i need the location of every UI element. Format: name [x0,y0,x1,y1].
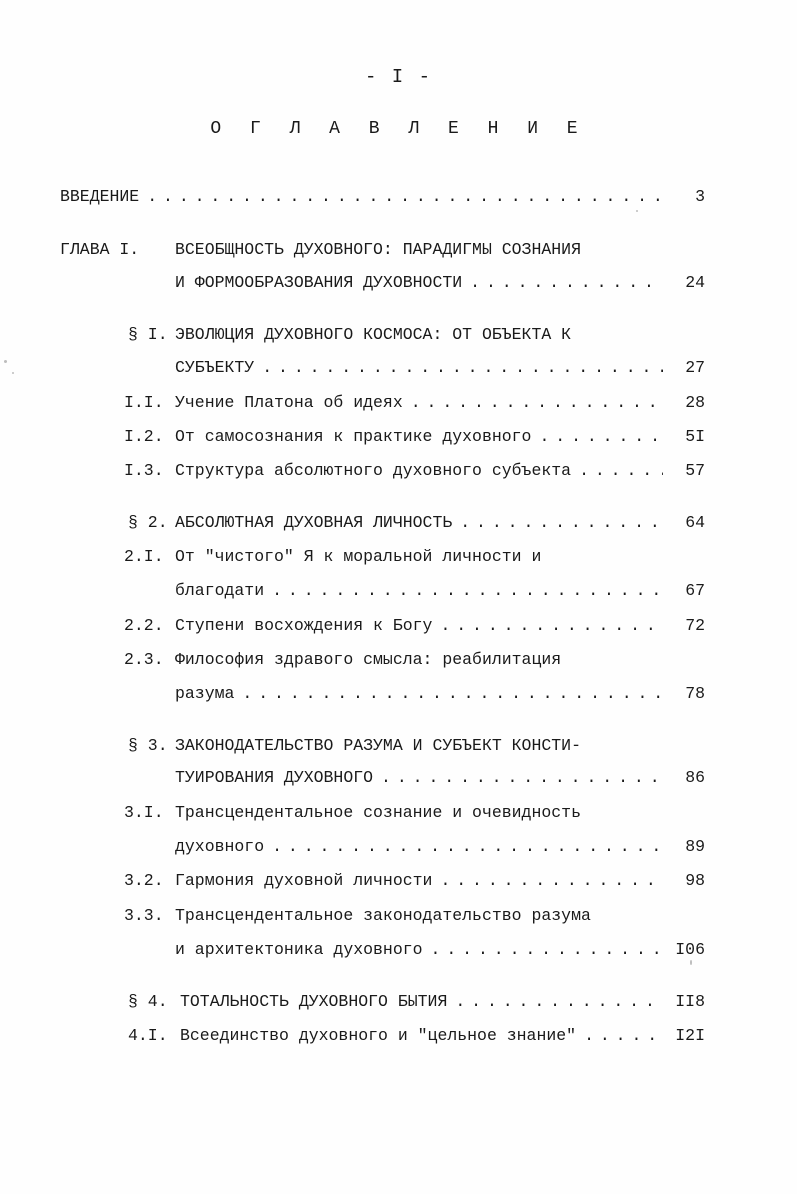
section-title-line1: ЭВОЛЮЦИЯ ДУХОВНОГО КОСМОСА: ОТ ОБЪЕКТА К [175,325,572,344]
subsection-title-line1: Философия здравого смысла: реабилитация [175,650,562,669]
subsection-title-line2: и архитектоника духовного [175,940,423,959]
subsection-title-line1: Трансцендентальное сознание и очевидность [175,803,581,822]
toc-entry-1-2[interactable] [175,424,705,450]
toc-page-number: 67 [685,581,705,600]
subsection-title: От самосознания к практике духовного [175,427,532,446]
toc-entry-label: ВВЕДЕНИЕ [60,187,140,206]
toc-page-number: I06 [675,940,705,959]
leader-dots [579,458,663,484]
leader-dots [460,510,663,536]
leader-dots [262,355,663,381]
subsection-title: Гармония духовной личности [175,871,433,890]
subsection-number: 3.I. [124,803,164,822]
toc-entry-section2[interactable] [175,510,705,536]
subsection-number: I.3. [124,461,164,480]
toc-page-number: 64 [685,513,705,532]
page-number: - I - [364,66,432,88]
toc-page-number: 98 [685,871,705,890]
section-number: § I. [128,325,168,344]
chapter-title-line1: ВСЕОБЩНОСТЬ ДУХОВНОГО: ПАРАДИГМЫ СОЗНАНИЯ [175,240,581,259]
toc-entry-3-2[interactable] [175,868,705,894]
toc-entry-section1[interactable] [175,355,705,381]
subsection-title-line2: духовного [175,837,265,856]
toc-entry-1-1[interactable] [175,390,705,416]
subsection-title-line1: От "чистого" Я к моральной личности и [175,547,542,566]
subsection-title: Структура абсолютного духовного субъекта [175,461,572,480]
subsection-title-line2: благодати [175,581,265,600]
page-title: О Г Л А В Л Е Н И Е [210,119,587,139]
toc-entry-2-1[interactable] [175,578,705,604]
subsection-number: I.I. [124,393,164,412]
subsection-title-line1: Трансцендентальное законодательство разума [175,906,591,925]
leader-dots [431,937,663,963]
subsection-title: Учение Платона об идеях [175,393,403,412]
subsection-number: 4.I. [128,1026,168,1045]
subsection-title: Всеединство духовного и "цельное знание" [180,1026,577,1045]
toc-entry-4-1[interactable] [180,1023,705,1049]
leader-dots [272,834,663,860]
section-number: § 3. [128,736,168,755]
toc-page-number: II8 [675,992,705,1011]
chapter-title-line2: И ФОРМООБРАЗОВАНИЯ ДУХОВНОСТИ [175,273,463,292]
toc-page-number: 86 [685,768,705,787]
toc-page-number: 89 [685,837,705,856]
toc-page-number: 3 [695,187,705,206]
toc-page-number: 24 [685,273,705,292]
toc-page-number: 72 [685,616,705,635]
toc-page-number: I2I [675,1026,705,1045]
toc-entry-2-3[interactable] [175,681,705,707]
section-title-line1: ЗАКОНОДАТЕЛЬСТВО РАЗУМА И СУБЪЕКТ КОНСТИ- [175,736,581,755]
toc-entry-3-3[interactable] [175,937,705,963]
leader-dots [455,989,663,1015]
toc-page-number: 78 [685,684,705,703]
leader-dots [272,578,663,604]
section-number: § 4. [128,992,168,1011]
leader-dots [411,390,663,416]
toc-page-number: 27 [685,358,705,377]
toc-page-number: 57 [685,461,705,480]
leader-dots [584,1023,663,1049]
toc-entry-chapter1[interactable] [175,270,705,296]
section-title: АБСОЛЮТНАЯ ДУХОВНАЯ ЛИЧНОСТЬ [175,513,453,532]
scan-speck [690,960,692,965]
section-title-line2: ТУИРОВАНИЯ ДУХОВНОГО [175,768,374,787]
subsection-number: 3.3. [124,906,164,925]
leader-dots [381,765,663,791]
toc-entry-3-1[interactable] [175,834,705,860]
section-title: ТОТАЛЬНОСТЬ ДУХОВНОГО БЫТИЯ [180,992,448,1011]
toc-entry-1-3[interactable] [175,458,705,484]
chapter-number: ГЛАВА I. [60,240,140,259]
toc-page-number: 28 [685,393,705,412]
toc-entry-section4[interactable] [180,989,705,1015]
leader-dots [470,270,663,296]
leader-dots [440,613,663,639]
subsection-number: 2.I. [124,547,164,566]
scan-speck [636,210,638,212]
toc-page-number: 5I [685,427,705,446]
subsection-number: 2.2. [124,616,164,635]
section-title-line2: СУБЪЕКТУ [175,358,255,377]
scan-speck [12,372,14,374]
leader-dots [440,868,663,894]
toc-entry-intro[interactable] [60,184,705,210]
toc-entry-section3[interactable] [175,765,705,791]
leader-dots [539,424,663,450]
subsection-number: 2.3. [124,650,164,669]
subsection-title-line2: разума [175,684,235,703]
subsection-number: I.2. [124,427,164,446]
leader-dots [147,184,663,210]
subsection-title: Ступени восхождения к Богу [175,616,433,635]
toc-entry-2-2[interactable] [175,613,705,639]
subsection-number: 3.2. [124,871,164,890]
scan-speck [4,360,7,363]
section-number: § 2. [128,513,168,532]
leader-dots [242,681,663,707]
